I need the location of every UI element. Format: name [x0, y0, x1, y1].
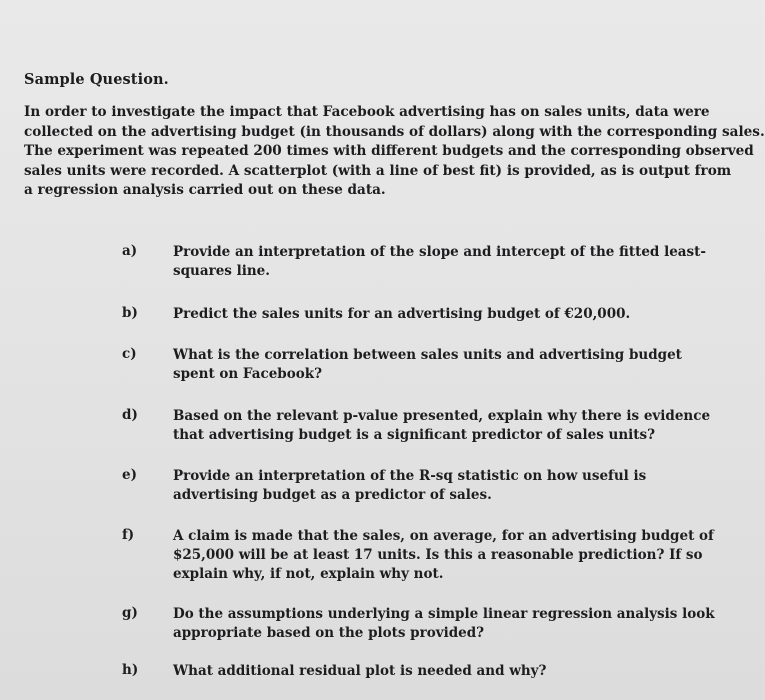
question-text [173, 605, 715, 643]
question-line: Provide an interpretation of the R-sq statistic on how useful is [173, 468, 647, 484]
question-line: spent on Facebook? [173, 366, 323, 382]
intro-line: a regression analysis carried out on these data. [24, 182, 386, 198]
question-line: Provide an interpretation of the slope and intercept of the fitted least- [173, 244, 706, 260]
question-line: Do the assumptions underlying a simple linear regression analysis look [173, 606, 715, 622]
intro-line: sales units were recorded. A scatterplot (with a line of best fit) is provided, as is output from [24, 162, 732, 179]
question-line: explain why, if not, explain why not. [173, 566, 444, 582]
question-label: c) [122, 346, 137, 362]
question-line: that advertising budget is a significant predictor of sales units? [173, 427, 656, 443]
question-line: Based on the relevant p-value presented, explain why there is evidence [173, 408, 711, 424]
question-label: d) [122, 407, 138, 423]
question-text [173, 467, 647, 505]
section-heading: Sample Question. [24, 71, 169, 88]
question-label: a) [122, 243, 138, 259]
question-line: What additional residual plot is needed and why? [173, 663, 547, 679]
question-line: squares line. [173, 263, 270, 279]
question-line: What is the correlation between sales units and advertising budget [173, 347, 682, 363]
question-text [173, 662, 643, 681]
question-label: f) [122, 527, 135, 543]
question-text [173, 527, 714, 584]
question-label: h) [122, 662, 139, 678]
question-line: A claim is made that the sales, on average, for an advertising budget of [173, 528, 714, 544]
intro-line: In order to investigate the impact that Facebook advertising has on sales units, data were [24, 104, 710, 120]
question-text [173, 346, 682, 384]
question-line: advertising budget as a predictor of sales. [173, 487, 492, 503]
intro-paragraph [24, 103, 765, 201]
intro-line: collected on the advertising budget (in thousands of dollars) along with the corresponding sales. [24, 123, 765, 140]
question-label: b) [122, 305, 138, 321]
question-text [173, 305, 643, 324]
question-line: appropriate based on the plots provided? [173, 625, 485, 641]
question-label: g) [122, 605, 138, 621]
question-line: $25,000 will be at least 17 units. Is this a reasonable prediction? If so [173, 547, 703, 563]
question-label: e) [122, 467, 137, 483]
intro-line: The experiment was repeated 200 times with different budgets and the corresponding observed [24, 143, 754, 159]
question-text [173, 243, 706, 281]
question-text [173, 407, 711, 445]
question-line: Predict the sales units for an advertising budget of €20,000. [173, 306, 631, 322]
